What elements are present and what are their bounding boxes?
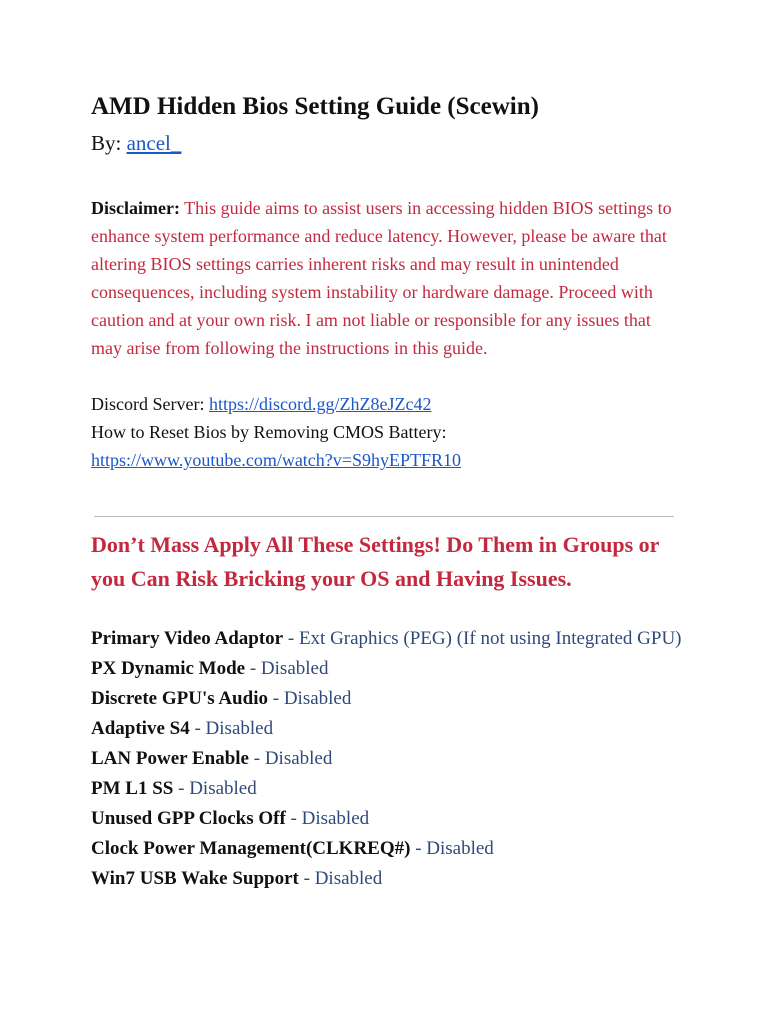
resource-links [91, 390, 691, 474]
setting-separator: - [245, 658, 261, 679]
setting-item [91, 684, 691, 714]
setting-separator: - [283, 628, 299, 649]
setting-name: LAN Power Enable [91, 748, 249, 769]
setting-item [91, 654, 691, 684]
setting-value: Ext Graphics (PEG) (If not using Integrated GPU) [298, 628, 682, 649]
setting-value: Disabled [205, 718, 274, 739]
setting-name: Unused GPP Clocks Off [91, 808, 286, 829]
setting-value: Disabled [426, 838, 494, 859]
setting-name: PX Dynamic Mode [91, 658, 246, 679]
setting-name: Discrete GPU's Audio [91, 688, 268, 709]
settings-list [91, 624, 691, 894]
setting-separator: - [285, 808, 302, 829]
discord-line [91, 390, 691, 418]
byline-prefix: By: [91, 131, 127, 155]
warning-heading: Don’t Mass Apply All These Settings! Do Them in Groups or you Can Risk Bricking your OS and Having Issues. [91, 532, 660, 591]
cmos-video-link[interactable]: https://www.youtube.com/watch?v=S9hyEPTFR10 [91, 450, 461, 470]
cmos-label: How to Reset Bios by Removing CMOS Battery: [91, 422, 447, 442]
setting-value: Disabled [314, 868, 383, 889]
setting-name: Adaptive S4 [91, 718, 190, 739]
setting-item [91, 774, 691, 804]
setting-value: Disabled [264, 748, 333, 769]
setting-item [91, 864, 691, 894]
disclaimer-label: Disclaimer: [91, 198, 180, 218]
setting-name: Win7 USB Wake Support [91, 868, 299, 889]
setting-separator: - [298, 868, 315, 889]
cmos-line [91, 446, 691, 474]
setting-name: Primary Video Adaptor [91, 628, 284, 649]
setting-separator: - [173, 778, 190, 799]
setting-value: Disabled [301, 808, 370, 829]
setting-value: Disabled [260, 658, 329, 679]
setting-name: Clock Power Management(CLKREQ#) [91, 838, 411, 859]
setting-item [91, 624, 691, 654]
disclaimer [91, 194, 681, 362]
setting-value: Disabled [189, 778, 257, 799]
byline [91, 128, 691, 158]
setting-item [91, 804, 691, 834]
discord-label: Discord Server: [91, 394, 209, 414]
setting-separator: - [410, 838, 427, 859]
setting-value: Disabled [283, 688, 352, 709]
setting-name: PM L1 SS [91, 778, 174, 799]
discord-link[interactable]: https://discord.gg/ZhZ8eJZc42 [208, 394, 432, 414]
horizontal-divider [94, 516, 674, 517]
setting-separator: - [267, 688, 284, 709]
setting-item [91, 714, 691, 744]
setting-item [91, 744, 691, 774]
setting-separator: - [248, 748, 265, 769]
document-header [91, 88, 691, 474]
setting-item [91, 834, 691, 864]
author-link[interactable]: ancel_ [126, 131, 182, 155]
disclaimer-text: This guide aims to assist users in accessing hidden BIOS settings to enhance system performance and reduce latency. However, please be aware that altering BIOS settings carries inherent risks and may result in unintended consequences, including system instability or hardware damage. Proceed with caution and at your own risk. I am not liable or responsible for any issues that may arise from following the instructions in this guide. [91, 198, 672, 358]
document-title: AMD Hidden Bios Setting Guide (Scewin) [91, 93, 539, 120]
setting-separator: - [189, 718, 206, 739]
